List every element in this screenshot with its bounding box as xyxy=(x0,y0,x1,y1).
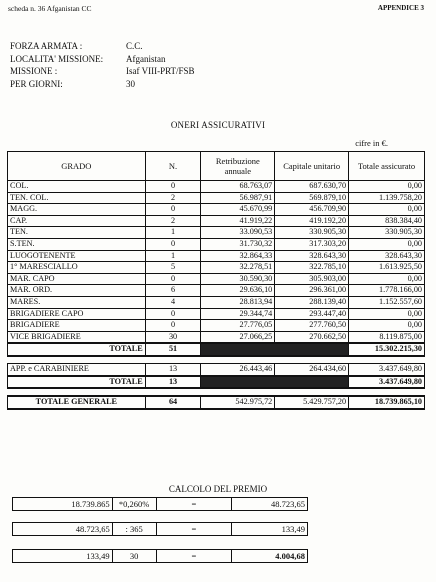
totale-n: 51 xyxy=(145,343,201,356)
cell-tot: 328.643,30 xyxy=(349,250,425,262)
totale2-row xyxy=(8,376,425,389)
meta-label: MISSIONE : xyxy=(10,66,58,76)
cell-retr: 27.066,25 xyxy=(201,331,275,343)
cell-grado: 1° MARESCIALLO xyxy=(8,262,146,274)
totale-label: TOTALE xyxy=(8,343,146,356)
cell-grado: MARES. xyxy=(8,296,146,308)
table-row xyxy=(8,285,425,297)
meta-label: PER GIORNI: xyxy=(10,78,63,89)
cell-tot: 330.905,30 xyxy=(349,227,425,239)
cell-cap: 322.785,10 xyxy=(275,262,349,274)
cell-grado: TEN. COL. xyxy=(8,192,146,204)
cell-retr: 41.919,22 xyxy=(201,215,275,227)
calc-result: 4.004,68 xyxy=(232,550,308,563)
totale2-value: 3.437.649,80 xyxy=(349,376,425,389)
cell-n: 0 xyxy=(145,204,201,216)
meta-value: 30 xyxy=(126,78,135,89)
spacer xyxy=(8,388,425,396)
cell-retr: 45.670,99 xyxy=(201,204,275,216)
calc-row xyxy=(12,497,308,511)
generale-row xyxy=(8,396,425,409)
table-row xyxy=(8,331,425,343)
cell-retr: 56.987,91 xyxy=(201,192,275,204)
cell-retr: 32.278,51 xyxy=(201,262,275,274)
col-retribuzione: Retribuzione annuale xyxy=(201,152,275,181)
cell-n: 30 xyxy=(145,331,201,343)
table-row xyxy=(8,215,425,227)
table-row xyxy=(8,250,425,262)
cell-n: 0 xyxy=(145,238,201,250)
cell-retr: 32.864,33 xyxy=(201,250,275,262)
totale2-n: 13 xyxy=(145,376,201,389)
table-row xyxy=(8,273,425,285)
calc-result: 133,49 xyxy=(232,523,308,536)
cell-n: 2 xyxy=(145,215,201,227)
meta-value: Afganistan xyxy=(126,53,166,64)
cell-cap: 270.662,50 xyxy=(275,331,349,343)
meta-row xyxy=(10,53,195,66)
cell-cap: 296.361,00 xyxy=(275,285,349,297)
cell-grado: COL. xyxy=(8,181,146,193)
cell-cap: 317.303,20 xyxy=(275,238,349,250)
calc-eq: = xyxy=(156,498,232,511)
calcolo-title: CALCOLO DEL PREMIO xyxy=(168,484,268,494)
cell-tot: 0,00 xyxy=(349,204,425,216)
generale-n: 64 xyxy=(145,396,201,409)
meta-label: FORZA ARMATA : xyxy=(10,41,83,51)
meta-row xyxy=(10,65,195,78)
section-title: ONERI ASSICURATIVI xyxy=(170,120,266,130)
table-row xyxy=(8,308,425,320)
cell-capitale: 264.434,60 xyxy=(275,363,349,375)
scheda-label: scheda n. 36 Afganistan CC xyxy=(8,4,92,13)
cell-cap: 328.643,30 xyxy=(275,250,349,262)
cell-tot: 1.613.925,50 xyxy=(349,262,425,274)
meta-label: LOCALITA' MISSIONE: xyxy=(10,53,104,64)
cell-grado: CAP. xyxy=(8,215,146,227)
totale-value: 15.302.215,30 xyxy=(349,343,425,356)
cell-retr: 29.636,10 xyxy=(201,285,275,297)
cell-grado: LUOGOTENENTE xyxy=(8,250,146,262)
cell-totale: 3.437.649,80 xyxy=(349,363,425,375)
cell-tot: 1.152.557,60 xyxy=(349,296,425,308)
cell-grado: BRIGADIERE xyxy=(8,320,146,332)
calc-a: 133,49 xyxy=(13,550,113,563)
cell-retr: 33.090,53 xyxy=(201,227,275,239)
col-totale: Totale assicurato xyxy=(349,152,425,181)
calc-a: 18.739.865 xyxy=(13,498,113,511)
cell-grado: BRIGADIERE CAPO xyxy=(8,308,146,320)
table-row xyxy=(8,296,425,308)
cell-retr: 30.590,30 xyxy=(201,273,275,285)
table-row xyxy=(8,227,425,239)
cell-n: 6 xyxy=(145,285,201,297)
cell-tot: 0,00 xyxy=(349,308,425,320)
col-grado: GRADO xyxy=(8,152,146,181)
calc-result: 48.723,65 xyxy=(232,498,308,511)
meta-row xyxy=(10,40,195,53)
cell-n: 13 xyxy=(145,363,201,375)
generale-totale: 18.739.865,10 xyxy=(349,396,425,409)
meta-value: Isaf VIII-PRT/FSB xyxy=(126,66,195,76)
calc-op: *0,260% xyxy=(112,498,156,511)
cell-cap: 277.760,50 xyxy=(275,320,349,332)
cell-grado: MAR. CAPO xyxy=(8,273,146,285)
cell-retr: 27.776,05 xyxy=(201,320,275,332)
mission-meta xyxy=(10,40,195,90)
table-row xyxy=(8,262,425,274)
cell-tot: 8.119.875,00 xyxy=(349,331,425,343)
carabiniere-row xyxy=(8,363,425,375)
cell-tot: 0,00 xyxy=(349,273,425,285)
calc-row xyxy=(12,522,308,536)
units-note: cifre in €. xyxy=(355,138,388,148)
cell-n: 0 xyxy=(145,273,201,285)
cell-n: 0 xyxy=(145,320,201,332)
cell-n: 0 xyxy=(145,181,201,193)
calc-op: : 365 xyxy=(112,523,156,536)
cell-retr: 68.763,07 xyxy=(201,181,275,193)
meta-value: C.C. xyxy=(126,41,143,51)
cell-tot: 0,00 xyxy=(349,181,425,193)
table-row xyxy=(8,192,425,204)
table-row xyxy=(8,320,425,332)
table-row xyxy=(8,238,425,250)
cell-cap: 687.630,70 xyxy=(275,181,349,193)
spacer xyxy=(8,356,425,364)
cell-tot: 838.384,40 xyxy=(349,215,425,227)
cell-grado: MAGG. xyxy=(8,204,146,216)
calc-a: 48.723,65 xyxy=(13,523,113,536)
table-row xyxy=(8,181,425,193)
calc-op: 30 xyxy=(112,550,156,563)
cell-n: 4 xyxy=(145,296,201,308)
shaded-cell xyxy=(201,343,349,356)
insurance-table xyxy=(7,151,425,410)
cell-cap: 288.139,40 xyxy=(275,296,349,308)
table-row xyxy=(8,204,425,216)
shaded-cell xyxy=(201,376,349,389)
calc-eq: = xyxy=(156,523,232,536)
cell-cap: 569.879,10 xyxy=(275,192,349,204)
cell-n: 1 xyxy=(145,227,201,239)
cell-grado: TEN. xyxy=(8,227,146,239)
cell-tot: 1.139.758,20 xyxy=(349,192,425,204)
cell-n: 0 xyxy=(145,308,201,320)
generale-capitale: 5.429.757,20 xyxy=(275,396,349,409)
meta-row xyxy=(10,78,195,91)
cell-n: 1 xyxy=(145,250,201,262)
cell-grado: MAR. ORD. xyxy=(8,285,146,297)
calc-eq: = xyxy=(156,550,232,563)
cell-cap: 330.905,30 xyxy=(275,227,349,239)
cell-grado: APP. e CARABINIERE xyxy=(8,363,146,375)
generale-retribuzione: 542.975,72 xyxy=(201,396,275,409)
cell-grado: VICE BRIGADIERE xyxy=(8,331,146,343)
cell-cap: 419.192,20 xyxy=(275,215,349,227)
cell-cap: 456.709,90 xyxy=(275,204,349,216)
totale2-label: TOTALE xyxy=(8,376,146,389)
totale-row xyxy=(8,343,425,356)
cell-retr: 31.730,32 xyxy=(201,238,275,250)
cell-retribuzione: 26.443,46 xyxy=(201,363,275,375)
cell-tot: 0,00 xyxy=(349,320,425,332)
generale-label: TOTALE GENERALE xyxy=(8,396,146,409)
col-n: N. xyxy=(145,152,201,181)
cell-n: 5 xyxy=(145,262,201,274)
table-header xyxy=(8,152,425,181)
cell-grado: S.TEN. xyxy=(8,238,146,250)
cell-retr: 28.813,94 xyxy=(201,296,275,308)
col-capitale: Capitale unitario xyxy=(275,152,349,181)
cell-n: 2 xyxy=(145,192,201,204)
cell-cap: 293.447,40 xyxy=(275,308,349,320)
cell-tot: 0,00 xyxy=(349,238,425,250)
appendice-label: APPENDICE 3 xyxy=(377,4,424,12)
cell-retr: 29.344,74 xyxy=(201,308,275,320)
calc-row xyxy=(12,549,308,563)
cell-tot: 1.778.166,00 xyxy=(349,285,425,297)
cell-cap: 305.903,00 xyxy=(275,273,349,285)
